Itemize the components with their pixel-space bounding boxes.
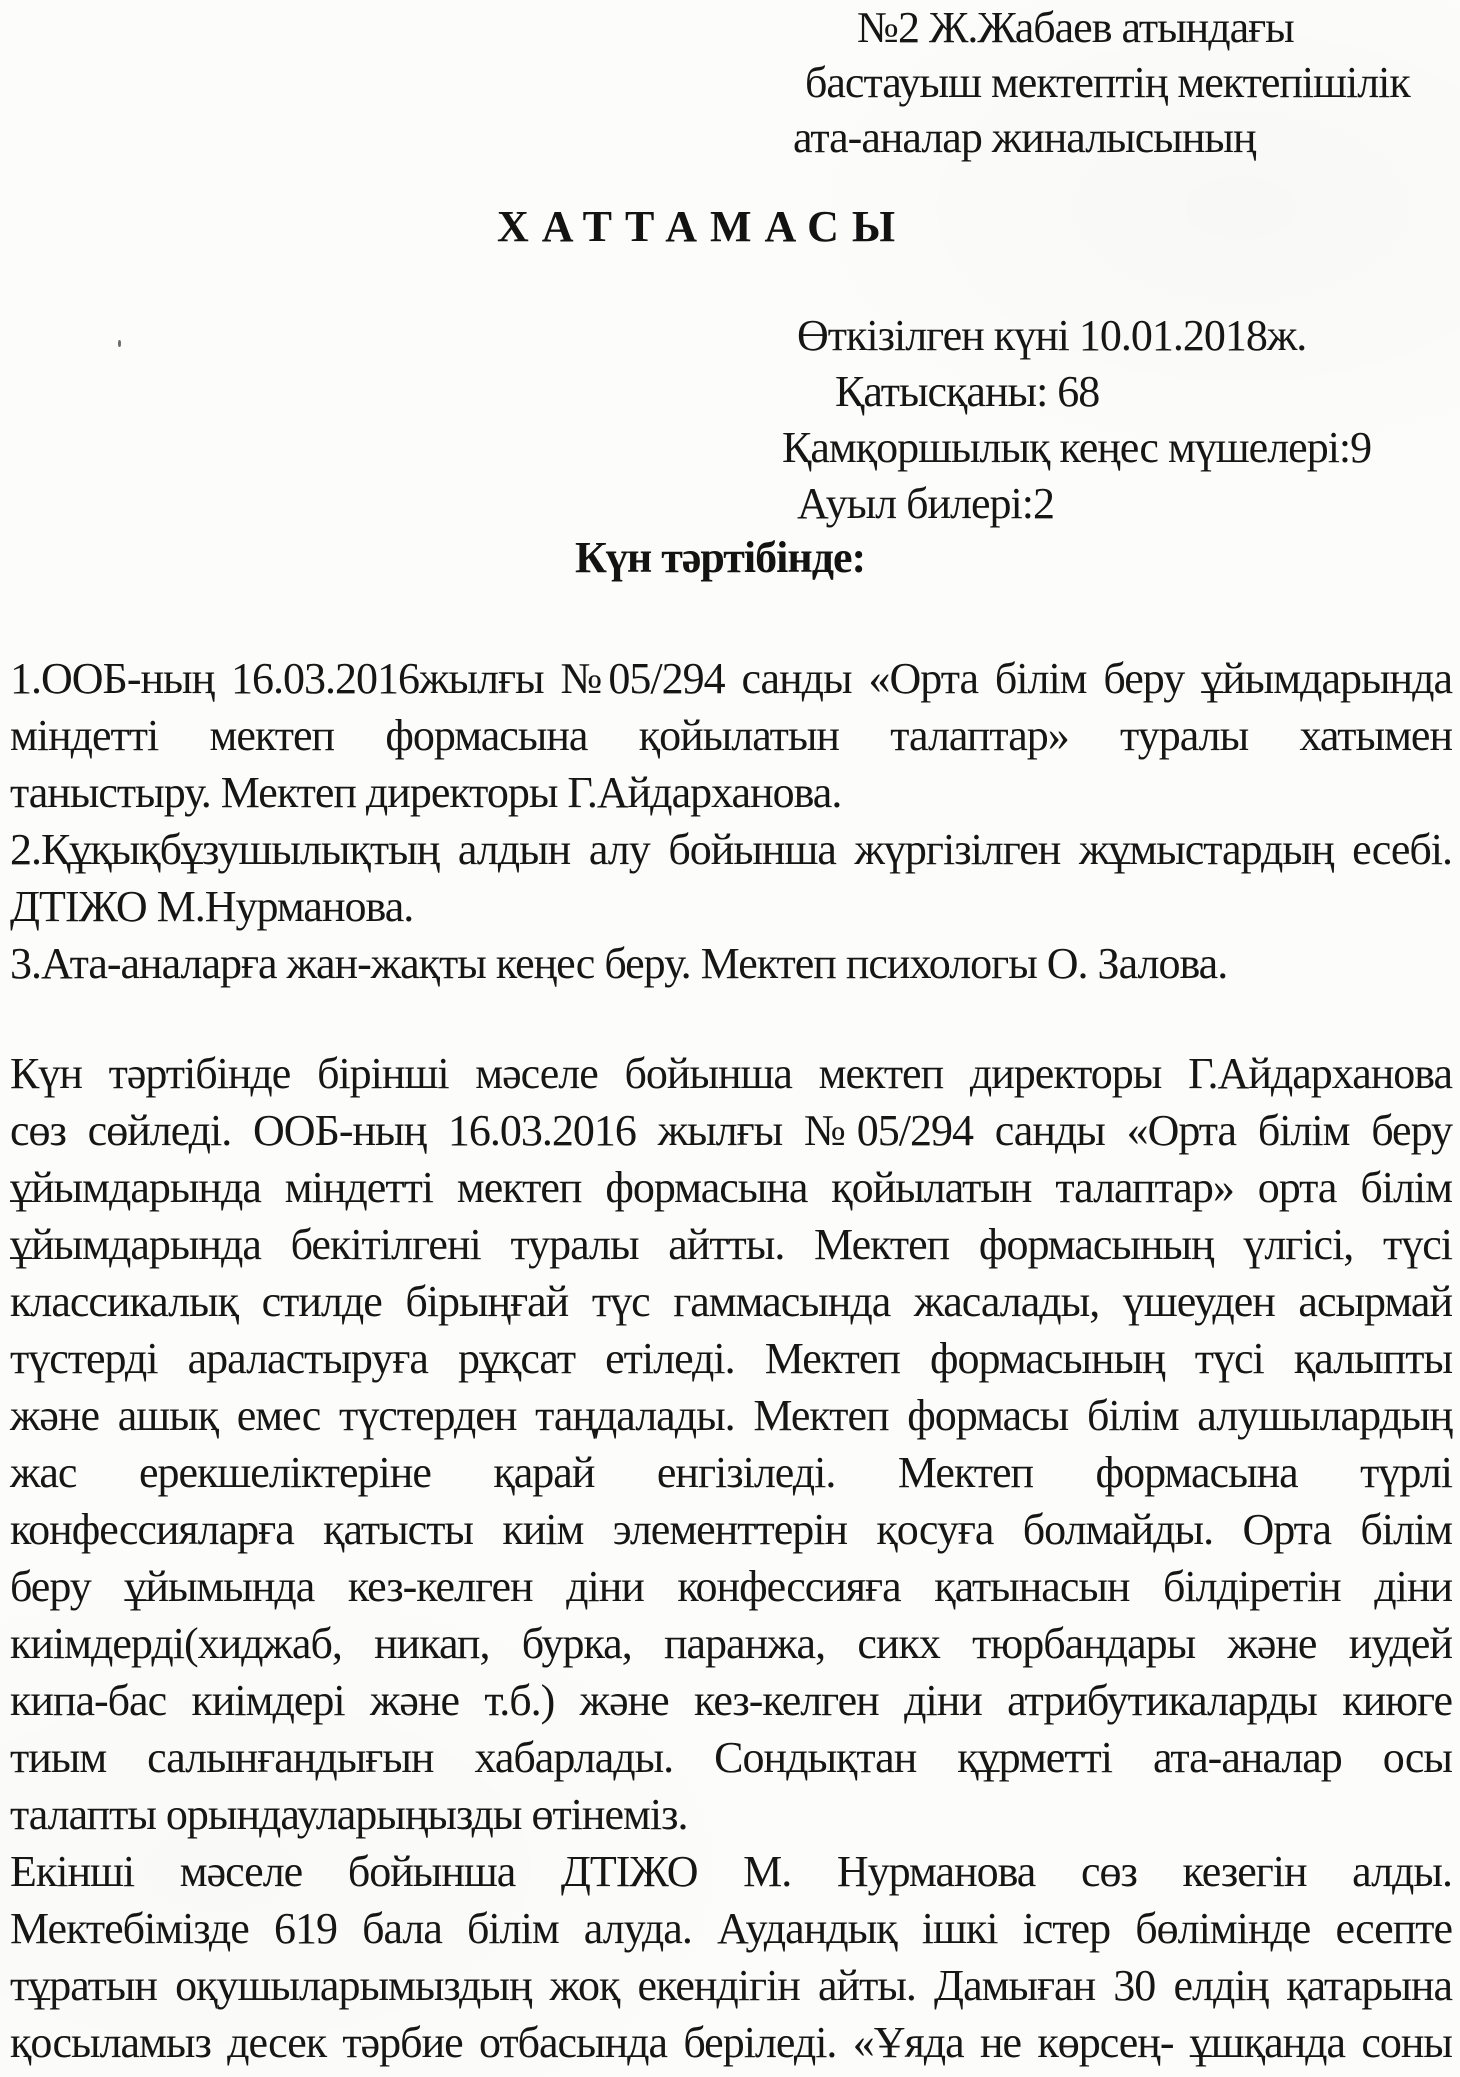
body-line: Күн тәртібінде бірінші мәселе бойынша мектеп директоры Г.Айдарханова	[10, 1049, 1452, 1098]
body-line: киімдерді(хиджаб, никап, бурка, паранжа, сикх тюрбандары және иудей	[10, 1619, 1452, 1668]
meta-line: Өткізілген күні 10.01.2018ж.	[797, 311, 1307, 360]
body-line: тұратын оқушыларымыздың жоқ екендігін айты. Дамыған 30 елдің қатарына	[10, 1961, 1452, 2010]
body-line: жас ерекшеліктеріне қарай енгізіледі. Мектеп формасына түрлі	[10, 1448, 1452, 1497]
body-line: және ашық емес түстерден таңдалады. Мектеп формасы білім алушылардың	[10, 1391, 1452, 1440]
body-text	[10, 1045, 1452, 2071]
meeting-meta-block	[0, 308, 1371, 532]
body-line: кипа-бас киімдері және т.б.) және кез-келген діни атрибутикаларды киюге	[10, 1676, 1452, 1725]
agenda-line: 2.Құқықбұзушылықтың алдын алу бойынша жүргізілген жұмыстардың есебі.	[10, 825, 1452, 874]
letterhead-line: №2 Ж.Жабаев атындағы	[857, 3, 1294, 52]
letterhead-line: ата-аналар жиналысының	[793, 113, 1256, 162]
body-line: сөз сөйледі. ООБ-ның 16.03.2016 жылғы №05/294 санды «Орта білім беру	[10, 1106, 1452, 1155]
meta-line: Ауыл билері:2	[797, 479, 1054, 528]
agenda-line: 1.ООБ-ның 16.03.2016жылғы №05/294 санды «Орта білім беру ұйымдарында	[10, 654, 1452, 703]
letterhead-line: бастауыш мектептің мектепішілік	[805, 58, 1410, 107]
body-line: Екінші мәселе бойынша ДТІЖО М. Нурманова сөз кезегін алды.	[10, 1847, 1452, 1896]
agenda-heading: Күн тәртібінде:	[575, 533, 866, 582]
body-line: тиым салынғандығын хабарлады. Сондықтан құрметті ата-аналар осы	[10, 1733, 1452, 1782]
meta-line: Қатысқаны: 68	[835, 367, 1100, 416]
body-line: Мектебімізде 619 бала білім алуда. Аудандық ішкі істер бөлімінде есепте	[10, 1904, 1452, 1953]
body-line: түстерді араластыруға рұқсат етіледі. Мектеп формасының түсі қалыпты	[10, 1334, 1452, 1383]
body-line: ұйымдарында бекітілгені туралы айтты. Мектеп формасының үлгісі, түсі	[10, 1220, 1452, 1269]
body-line: қосыламыз десек тәрбие отбасында беріледі. «Ұяда не көрсең- ұшқанда соны	[10, 2018, 1452, 2067]
agenda-line: 3.Ата-аналарға жан-жақты кеңес беру. Мектеп психологы О. Залова.	[10, 939, 1228, 988]
body-line: талапты орындауларыңызды өтінеміз.	[10, 1790, 688, 1839]
meta-line: Қамқоршылық кеңес мүшелері:9	[782, 423, 1372, 472]
agenda-list	[10, 650, 1452, 992]
document-title: ХАТТАМАСЫ	[497, 202, 909, 251]
body-line: беру ұйымында кез-келген діни конфессияға қатынасын білдіретін діни	[10, 1562, 1452, 1611]
letterhead-block	[0, 0, 1410, 165]
body-line: классикалық стилде бірыңғай түс гаммасында жасалады, үшеуден асырмай	[10, 1277, 1452, 1326]
agenda-line: ДТІЖО М.Нурманова.	[10, 882, 414, 931]
agenda-line: міндетті мектеп формасына қойылатын талаптар» туралы хатымен	[10, 711, 1452, 760]
body-line: конфессияларға қатысты киім элементтерін қосуға болмайды. Орта білім	[10, 1505, 1452, 1554]
agenda-line: таныстыру. Мектеп директоры Г.Айдарханова.	[10, 768, 842, 817]
body-line: ұйымдарында міндетті мектеп формасына қойылатын талаптар» орта білім	[10, 1163, 1452, 1212]
